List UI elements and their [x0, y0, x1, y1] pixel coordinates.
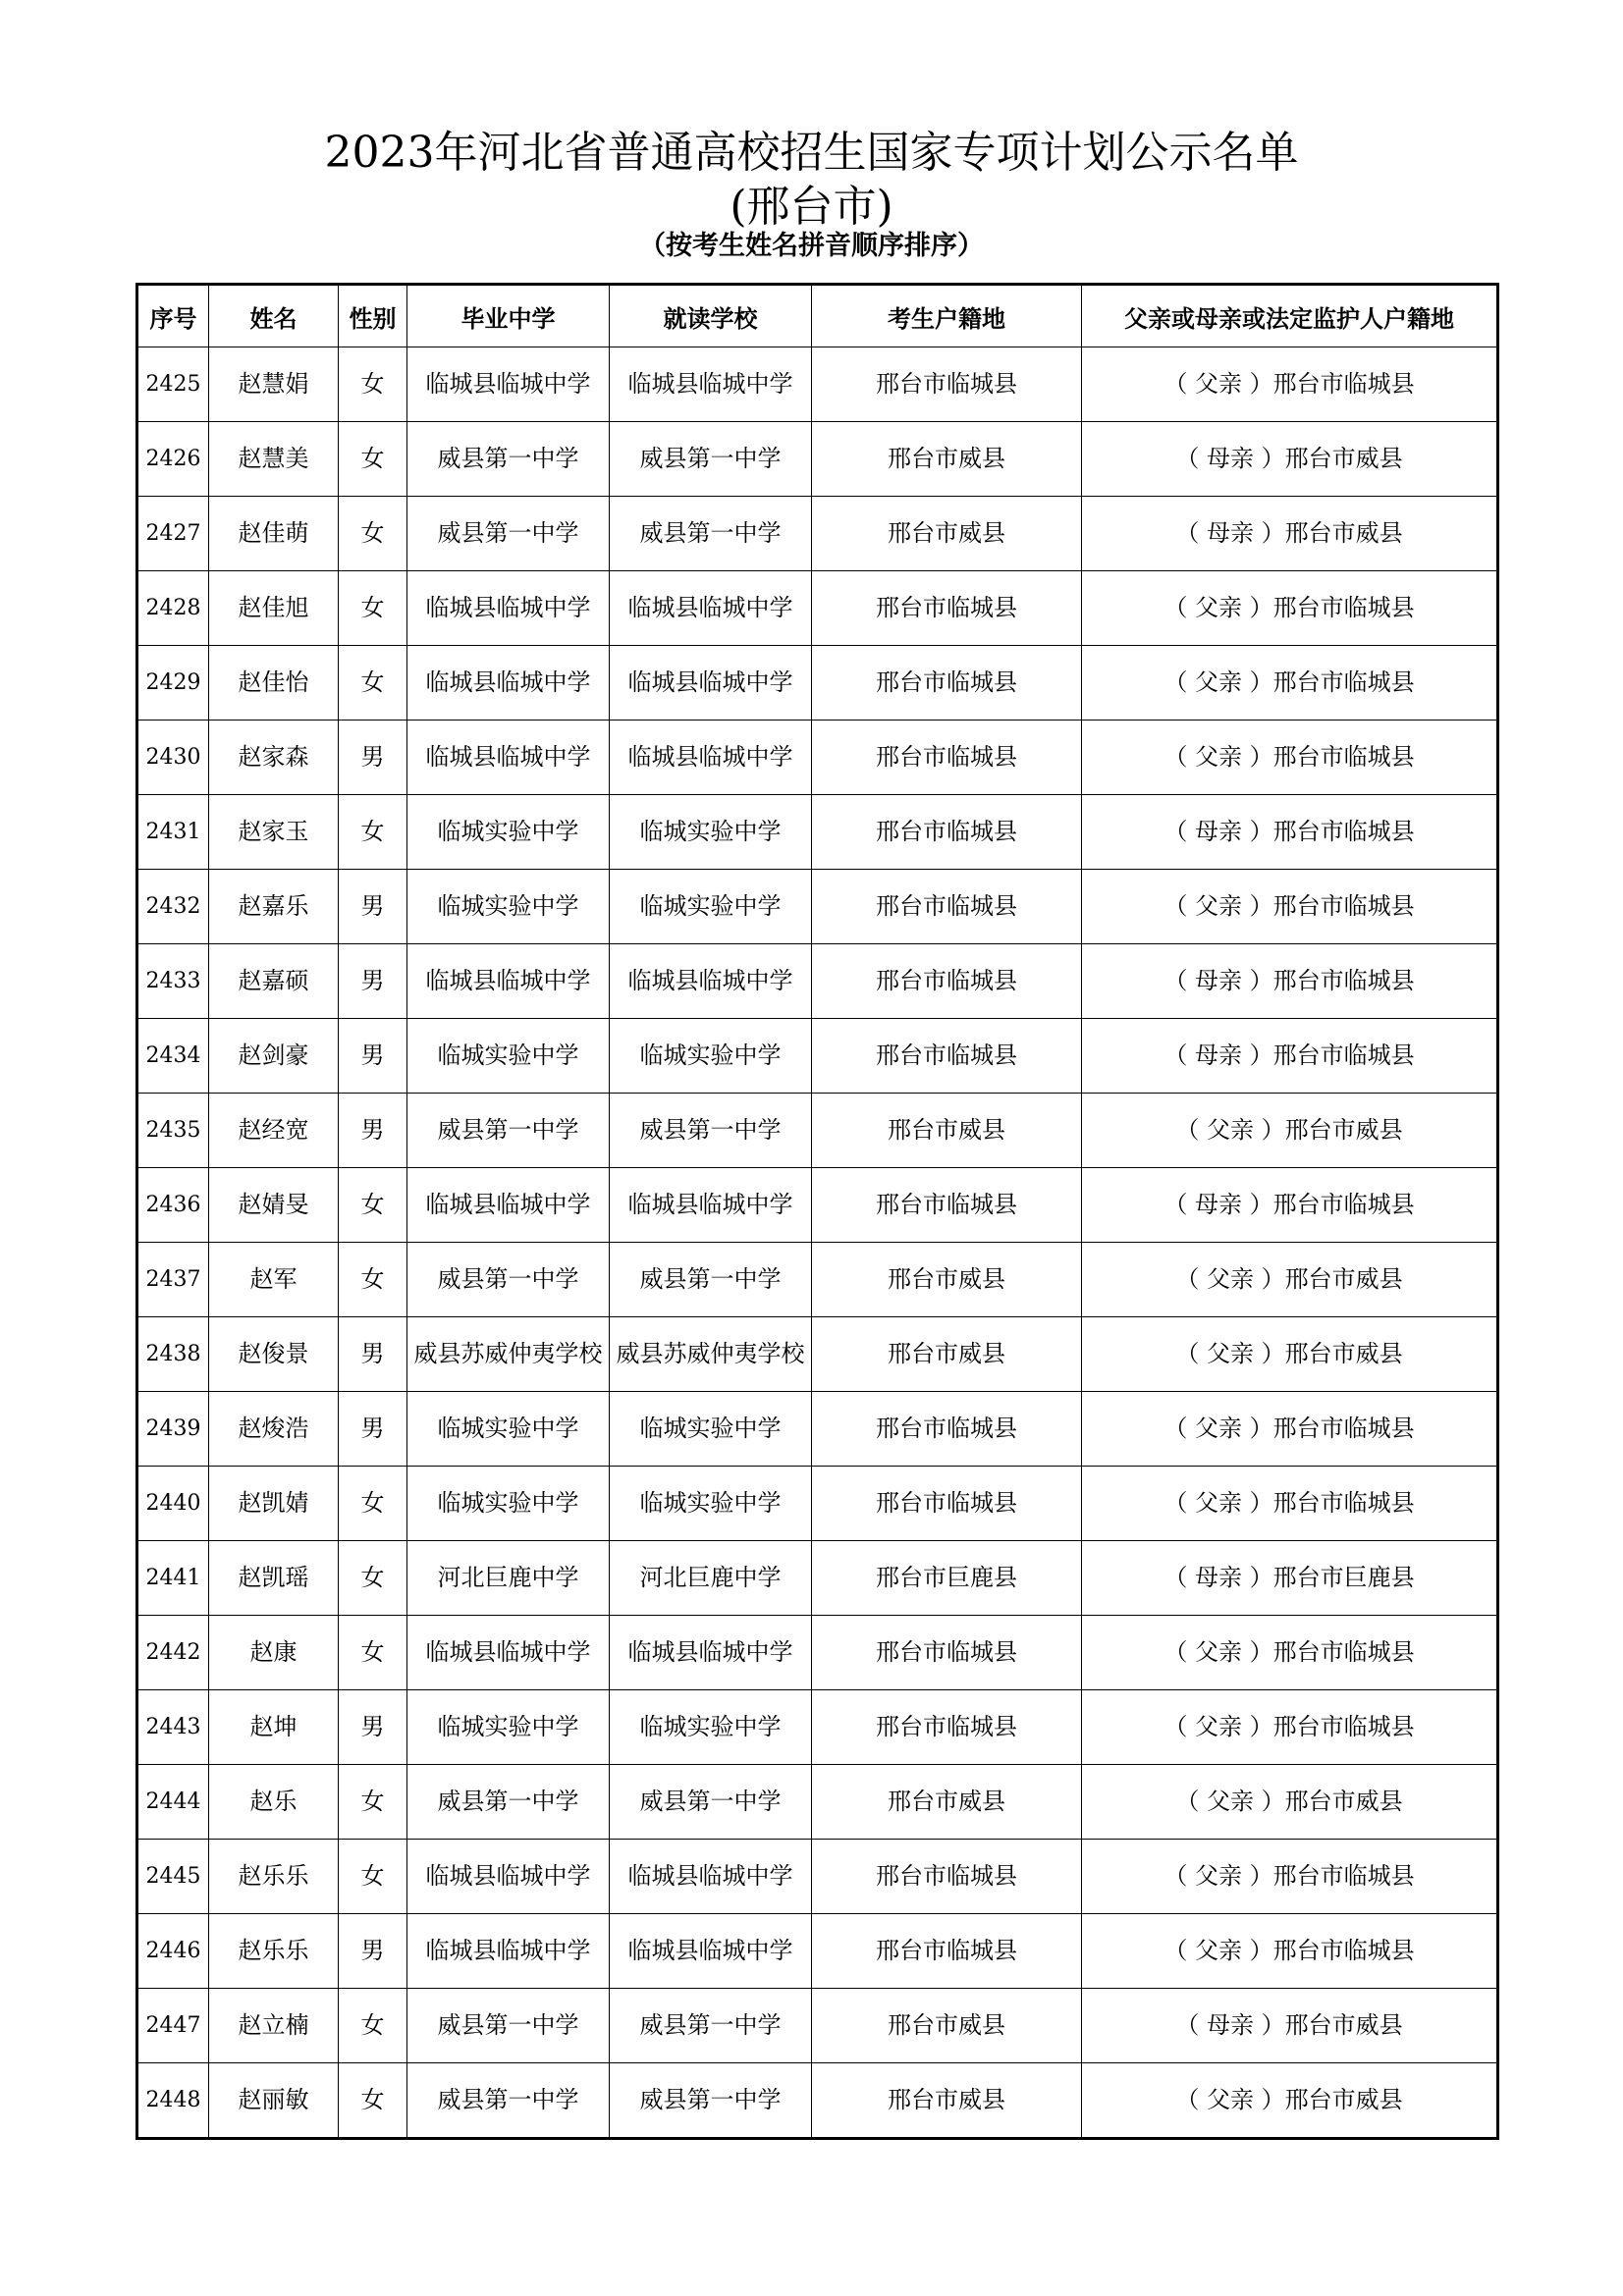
table-row: [137, 1019, 1498, 1094]
current-school-cell: 临城县临城中学: [610, 347, 812, 422]
table-row: [137, 646, 1498, 721]
table-row: [137, 1094, 1498, 1168]
graduation-school-cell: 临城实验中学: [407, 1019, 610, 1094]
current-school-cell: 临城实验中学: [610, 1467, 812, 1541]
gender-cell: 女: [339, 571, 407, 646]
gender-cell: 男: [339, 1094, 407, 1168]
name-cell: 赵丽敏: [209, 2063, 339, 2139]
serial-no-cell: 2441: [137, 1541, 209, 1616]
table-row: [137, 1690, 1498, 1765]
name-cell: 赵家玉: [209, 795, 339, 870]
table-header: [137, 285, 1498, 347]
table-row: [137, 1243, 1498, 1317]
gender-cell: 女: [339, 1840, 407, 1914]
serial-no-cell: 2434: [137, 1019, 209, 1094]
serial-no-cell: 2437: [137, 1243, 209, 1317]
name-cell: 赵佳怡: [209, 646, 339, 721]
current-school-cell: 临城县临城中学: [610, 944, 812, 1019]
serial-no-cell: 2433: [137, 944, 209, 1019]
graduation-school-cell: 威县第一中学: [407, 1765, 610, 1840]
guardian-household-cell: （ 父亲 ）邢台市临城县: [1082, 1392, 1498, 1467]
gender-cell: 女: [339, 497, 407, 571]
graduation-school-cell: 威县第一中学: [407, 1989, 610, 2063]
header-graduation-school: 毕业中学: [407, 285, 610, 347]
student-household-cell: 邢台市临城县: [812, 870, 1082, 944]
name-cell: 赵军: [209, 1243, 339, 1317]
document-title: 2023年河北省普通高校招生国家专项计划公示名单: [324, 128, 1299, 178]
table-row: [137, 1168, 1498, 1243]
graduation-school-cell: 临城实验中学: [407, 870, 610, 944]
guardian-household-cell: （ 父亲 ）邢台市临城县: [1082, 571, 1498, 646]
table-row: [137, 422, 1498, 497]
guardian-household-cell: （ 父亲 ）邢台市临城县: [1082, 1467, 1498, 1541]
gender-cell: 男: [339, 870, 407, 944]
student-household-cell: 邢台市威县: [812, 422, 1082, 497]
current-school-cell: 临城实验中学: [610, 1392, 812, 1467]
current-school-cell: 临城县临城中学: [610, 571, 812, 646]
name-cell: 赵嘉硕: [209, 944, 339, 1019]
table-row: [137, 1392, 1498, 1467]
gender-cell: 女: [339, 1765, 407, 1840]
current-school-cell: 临城实验中学: [610, 1019, 812, 1094]
name-cell: 赵佳萌: [209, 497, 339, 571]
name-cell: 赵凯瑶: [209, 1541, 339, 1616]
graduation-school-cell: 威县第一中学: [407, 2063, 610, 2139]
guardian-household-cell: （ 母亲 ）邢台市临城县: [1082, 944, 1498, 1019]
student-household-cell: 邢台市临城县: [812, 347, 1082, 422]
graduation-school-cell: 临城县临城中学: [407, 944, 610, 1019]
current-school-cell: 威县苏威仲夷学校: [610, 1317, 812, 1392]
serial-no-cell: 2430: [137, 721, 209, 795]
header-gender: 性别: [339, 285, 407, 347]
graduation-school-cell: 临城县临城中学: [407, 1840, 610, 1914]
gender-cell: 女: [339, 2063, 407, 2139]
table-row: [137, 1541, 1498, 1616]
student-household-cell: 邢台市临城县: [812, 1019, 1082, 1094]
guardian-household-cell: （ 父亲 ）邢台市临城县: [1082, 646, 1498, 721]
serial-no-cell: 2446: [137, 1914, 209, 1989]
serial-no-cell: 2442: [137, 1616, 209, 1690]
name-cell: 赵剑豪: [209, 1019, 339, 1094]
gender-cell: 男: [339, 1019, 407, 1094]
table-row: [137, 2063, 1498, 2139]
graduation-school-cell: 威县第一中学: [407, 1094, 610, 1168]
name-cell: 赵立楠: [209, 1989, 339, 2063]
serial-no-cell: 2443: [137, 1690, 209, 1765]
current-school-cell: 临城县临城中学: [610, 721, 812, 795]
header-name: 姓名: [209, 285, 339, 347]
guardian-household-cell: （ 父亲 ）邢台市威县: [1082, 1243, 1498, 1317]
guardian-household-cell: （ 母亲 ）邢台市威县: [1082, 422, 1498, 497]
name-cell: 赵康: [209, 1616, 339, 1690]
graduation-school-cell: 临城实验中学: [407, 1690, 610, 1765]
header-student-household: 考生户籍地: [812, 285, 1082, 347]
gender-cell: 女: [339, 1541, 407, 1616]
name-cell: 赵婧旻: [209, 1168, 339, 1243]
student-household-cell: 邢台市临城县: [812, 1914, 1082, 1989]
table-row: [137, 870, 1498, 944]
serial-no-cell: 2447: [137, 1989, 209, 2063]
graduation-school-cell: 临城县临城中学: [407, 347, 610, 422]
guardian-household-cell: （ 母亲 ）邢台市临城县: [1082, 795, 1498, 870]
table-row: [137, 1840, 1498, 1914]
graduation-school-cell: 临城县临城中学: [407, 1914, 610, 1989]
student-household-cell: 邢台市巨鹿县: [812, 1541, 1082, 1616]
graduation-school-cell: 临城县临城中学: [407, 721, 610, 795]
name-cell: 赵慧娟: [209, 347, 339, 422]
gender-cell: 男: [339, 944, 407, 1019]
table-body: [137, 347, 1498, 2139]
student-household-cell: 邢台市威县: [812, 497, 1082, 571]
serial-no-cell: 2448: [137, 2063, 209, 2139]
guardian-household-cell: （ 父亲 ）邢台市临城县: [1082, 1690, 1498, 1765]
gender-cell: 女: [339, 795, 407, 870]
student-household-cell: 邢台市临城县: [812, 1467, 1082, 1541]
student-household-cell: 邢台市威县: [812, 2063, 1082, 2139]
name-cell: 赵慧美: [209, 422, 339, 497]
serial-no-cell: 2429: [137, 646, 209, 721]
table-row: [137, 347, 1498, 422]
table-row: [137, 1765, 1498, 1840]
header-current-school: 就读学校: [610, 285, 812, 347]
graduation-school-cell: 临城县临城中学: [407, 1616, 610, 1690]
student-household-cell: 邢台市临城县: [812, 795, 1082, 870]
name-cell: 赵凯婧: [209, 1467, 339, 1541]
current-school-cell: 威县第一中学: [610, 1243, 812, 1317]
current-school-cell: 临城实验中学: [610, 870, 812, 944]
gender-cell: 女: [339, 347, 407, 422]
student-household-cell: 邢台市临城县: [812, 571, 1082, 646]
guardian-household-cell: （ 父亲 ）邢台市威县: [1082, 1094, 1498, 1168]
current-school-cell: 河北巨鹿中学: [610, 1541, 812, 1616]
sort-note: （按考生姓名拼音顺序排序）: [639, 231, 984, 261]
graduation-school-cell: 河北巨鹿中学: [407, 1541, 610, 1616]
student-household-cell: 邢台市威县: [812, 1989, 1082, 2063]
graduation-school-cell: 临城县临城中学: [407, 646, 610, 721]
guardian-household-cell: （ 父亲 ）邢台市威县: [1082, 2063, 1498, 2139]
graduation-school-cell: 威县第一中学: [407, 1243, 610, 1317]
graduation-school-cell: 临城实验中学: [407, 795, 610, 870]
guardian-household-cell: （ 父亲 ）邢台市威县: [1082, 1317, 1498, 1392]
graduation-school-cell: 临城县临城中学: [407, 571, 610, 646]
current-school-cell: 临城县临城中学: [610, 1840, 812, 1914]
name-cell: 赵嘉乐: [209, 870, 339, 944]
gender-cell: 女: [339, 1243, 407, 1317]
current-school-cell: 威县第一中学: [610, 1765, 812, 1840]
graduation-school-cell: 临城实验中学: [407, 1467, 610, 1541]
name-cell: 赵焌浩: [209, 1392, 339, 1467]
guardian-household-cell: （ 母亲 ）邢台市临城县: [1082, 1019, 1498, 1094]
student-household-cell: 邢台市临城县: [812, 646, 1082, 721]
graduation-school-cell: 临城县临城中学: [407, 1168, 610, 1243]
table-row: [137, 497, 1498, 571]
current-school-cell: 威县第一中学: [610, 1094, 812, 1168]
table-row: [137, 795, 1498, 870]
guardian-household-cell: （ 母亲 ）邢台市威县: [1082, 1989, 1498, 2063]
table-row: [137, 1989, 1498, 2063]
serial-no-cell: 2444: [137, 1765, 209, 1840]
roster-table: [135, 283, 1499, 2140]
table-row: [137, 721, 1498, 795]
serial-no-cell: 2435: [137, 1094, 209, 1168]
gender-cell: 男: [339, 1392, 407, 1467]
serial-no-cell: 2432: [137, 870, 209, 944]
name-cell: 赵乐: [209, 1765, 339, 1840]
current-school-cell: 威县第一中学: [610, 422, 812, 497]
table-row: [137, 1616, 1498, 1690]
name-cell: 赵乐乐: [209, 1840, 339, 1914]
gender-cell: 女: [339, 1616, 407, 1690]
guardian-household-cell: （ 父亲 ）邢台市临城县: [1082, 347, 1498, 422]
current-school-cell: 临城实验中学: [610, 1690, 812, 1765]
student-household-cell: 邢台市临城县: [812, 1392, 1082, 1467]
gender-cell: 女: [339, 1168, 407, 1243]
guardian-household-cell: （ 母亲 ）邢台市临城县: [1082, 1168, 1498, 1243]
document-city: (邢台市): [730, 182, 893, 232]
current-school-cell: 威县第一中学: [610, 497, 812, 571]
current-school-cell: 临城县临城中学: [610, 1914, 812, 1989]
serial-no-cell: 2436: [137, 1168, 209, 1243]
student-household-cell: 邢台市临城县: [812, 944, 1082, 1019]
table-row: [137, 571, 1498, 646]
serial-no-cell: 2438: [137, 1317, 209, 1392]
name-cell: 赵佳旭: [209, 571, 339, 646]
gender-cell: 女: [339, 1467, 407, 1541]
student-household-cell: 邢台市临城县: [812, 721, 1082, 795]
current-school-cell: 临城县临城中学: [610, 1616, 812, 1690]
serial-no-cell: 2440: [137, 1467, 209, 1541]
student-household-cell: 邢台市威县: [812, 1243, 1082, 1317]
student-household-cell: 邢台市临城县: [812, 1168, 1082, 1243]
name-cell: 赵俊景: [209, 1317, 339, 1392]
name-cell: 赵坤: [209, 1690, 339, 1765]
guardian-household-cell: （ 父亲 ）邢台市临城县: [1082, 1840, 1498, 1914]
name-cell: 赵经宽: [209, 1094, 339, 1168]
serial-no-cell: 2426: [137, 422, 209, 497]
table-row: [137, 1317, 1498, 1392]
serial-no-cell: 2431: [137, 795, 209, 870]
serial-no-cell: 2425: [137, 347, 209, 422]
guardian-household-cell: （ 父亲 ）邢台市威县: [1082, 1765, 1498, 1840]
header-row: [137, 285, 1498, 347]
student-household-cell: 邢台市威县: [812, 1317, 1082, 1392]
gender-cell: 男: [339, 1914, 407, 1989]
header-serial-no: 序号: [137, 285, 209, 347]
guardian-household-cell: （ 母亲 ）邢台市威县: [1082, 497, 1498, 571]
gender-cell: 男: [339, 1317, 407, 1392]
gender-cell: 男: [339, 721, 407, 795]
current-school-cell: 威县第一中学: [610, 1989, 812, 2063]
name-cell: 赵乐乐: [209, 1914, 339, 1989]
current-school-cell: 临城县临城中学: [610, 1168, 812, 1243]
student-household-cell: 邢台市临城县: [812, 1616, 1082, 1690]
graduation-school-cell: 威县第一中学: [407, 497, 610, 571]
gender-cell: 女: [339, 1989, 407, 2063]
guardian-household-cell: （ 父亲 ）邢台市临城县: [1082, 1616, 1498, 1690]
serial-no-cell: 2428: [137, 571, 209, 646]
guardian-household-cell: （ 父亲 ）邢台市临城县: [1082, 1914, 1498, 1989]
current-school-cell: 威县第一中学: [610, 2063, 812, 2139]
table-row: [137, 944, 1498, 1019]
serial-no-cell: 2427: [137, 497, 209, 571]
serial-no-cell: 2445: [137, 1840, 209, 1914]
guardian-household-cell: （ 父亲 ）邢台市临城县: [1082, 721, 1498, 795]
gender-cell: 女: [339, 646, 407, 721]
table-row: [137, 1467, 1498, 1541]
header-guardian-household: 父亲或母亲或法定监护人户籍地: [1082, 285, 1498, 347]
current-school-cell: 临城县临城中学: [610, 646, 812, 721]
student-household-cell: 邢台市临城县: [812, 1840, 1082, 1914]
student-household-cell: 邢台市威县: [812, 1765, 1082, 1840]
current-school-cell: 临城实验中学: [610, 795, 812, 870]
table-row: [137, 1914, 1498, 1989]
guardian-household-cell: （ 母亲 ）邢台市巨鹿县: [1082, 1541, 1498, 1616]
graduation-school-cell: 威县苏威仲夷学校: [407, 1317, 610, 1392]
guardian-household-cell: （ 父亲 ）邢台市临城县: [1082, 870, 1498, 944]
student-household-cell: 邢台市临城县: [812, 1690, 1082, 1765]
serial-no-cell: 2439: [137, 1392, 209, 1467]
gender-cell: 男: [339, 1690, 407, 1765]
name-cell: 赵家森: [209, 721, 339, 795]
student-household-cell: 邢台市威县: [812, 1094, 1082, 1168]
graduation-school-cell: 临城实验中学: [407, 1392, 610, 1467]
gender-cell: 女: [339, 422, 407, 497]
graduation-school-cell: 威县第一中学: [407, 422, 610, 497]
